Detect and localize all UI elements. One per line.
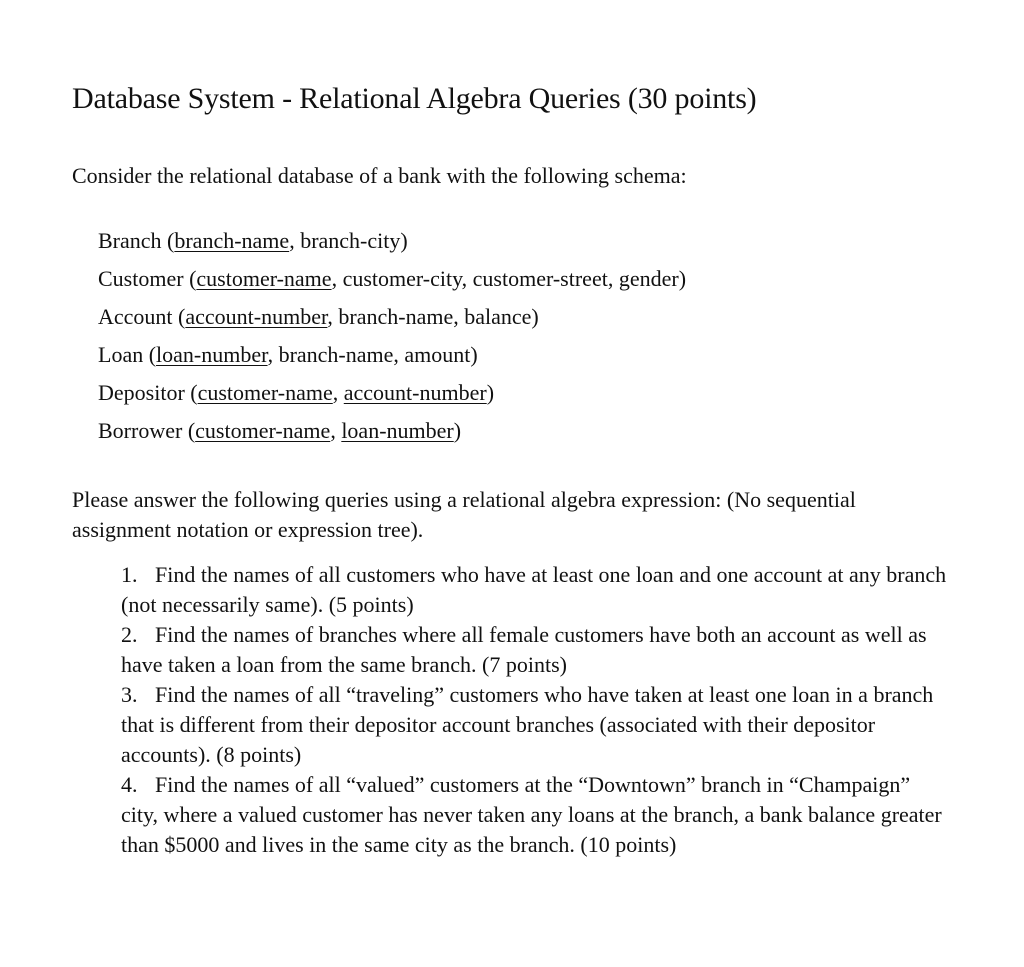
attribute-text: , branch-city <box>289 228 401 253</box>
open-paren: ( <box>161 228 175 253</box>
close-paren: ) <box>470 342 478 367</box>
schema-row-account <box>98 302 686 340</box>
attribute-text: , branch-name, balance <box>327 304 532 329</box>
relation-name: Borrower <box>98 418 183 443</box>
relation-name: Customer <box>98 266 184 291</box>
primary-key-attribute: customer-name <box>196 266 332 291</box>
primary-key-attribute: customer-name <box>197 380 333 405</box>
relation-name: Branch <box>98 228 162 253</box>
open-paren: ( <box>184 380 198 405</box>
query-list <box>121 560 951 860</box>
page-title: Database System - Relational Algebra Queries (30 points) <box>72 82 757 115</box>
open-paren: ( <box>182 418 196 443</box>
instructions-text: Please answer the following queries using a relational algebra expression: (No sequential assignment notation or expression tree). <box>72 487 856 542</box>
attribute-text: , <box>330 418 342 443</box>
query-number: 4. <box>121 772 138 797</box>
attribute-text: , <box>332 380 344 405</box>
primary-key-attribute: loan-number <box>341 418 454 443</box>
primary-key-attribute: account-number <box>185 304 328 329</box>
schema-row-depositor <box>98 378 686 416</box>
schema-row-borrower <box>98 416 686 454</box>
query-text: Find the names of branches where all female customers have both an account as well as have taken a loan from the same branch. (7 points) <box>121 622 927 677</box>
query-number: 3. <box>121 682 138 707</box>
primary-key-attribute: customer-name <box>195 418 331 443</box>
primary-key-attribute: account-number <box>343 380 487 405</box>
query-text: Find the names of all customers who have at least one loan and one account at any branch (not necessarily same). (5 points) <box>121 562 947 617</box>
close-paren: ) <box>400 228 408 253</box>
attribute-text: , branch-name, amount <box>267 342 471 367</box>
schema-list <box>98 226 686 454</box>
relation-name: Depositor <box>98 380 185 405</box>
schema-row-customer <box>98 264 686 302</box>
primary-key-attribute: loan-number <box>156 342 268 367</box>
primary-key-attribute: branch-name <box>174 228 290 253</box>
query-text: Find the names of all “traveling” customers who have taken at least one loan in a branch that is different from their depositor account branches (associated with their depositor accounts). (8 points) <box>121 682 934 767</box>
close-paren: ) <box>486 380 495 405</box>
query-item-2 <box>121 620 951 680</box>
schema-row-branch <box>98 226 686 264</box>
open-paren: ( <box>143 342 157 367</box>
close-paren: ) <box>453 418 462 443</box>
relation-name: Loan <box>98 342 144 367</box>
query-item-1 <box>121 560 951 620</box>
open-paren: ( <box>183 266 197 291</box>
schema-row-loan <box>98 340 686 378</box>
query-number: 2. <box>121 622 138 647</box>
query-item-3 <box>121 680 951 770</box>
query-item-4 <box>121 770 951 860</box>
query-number: 1. <box>121 562 138 587</box>
close-paren: ) <box>531 304 539 329</box>
open-paren: ( <box>172 304 186 329</box>
query-text: Find the names of all “valued” customers at the “Downtown” branch in “Champaign” city, where a valued customer has never taken any loans at the branch, a bank balance greater than $5000 and lives in the same city as the branch. (10 points) <box>121 772 942 857</box>
close-paren: ) <box>678 266 687 291</box>
relation-name: Account <box>98 304 173 329</box>
intro-text: Consider the relational database of a bank with the following schema: <box>72 163 687 188</box>
attribute-text: , customer-city, customer-street, gender <box>331 266 679 291</box>
